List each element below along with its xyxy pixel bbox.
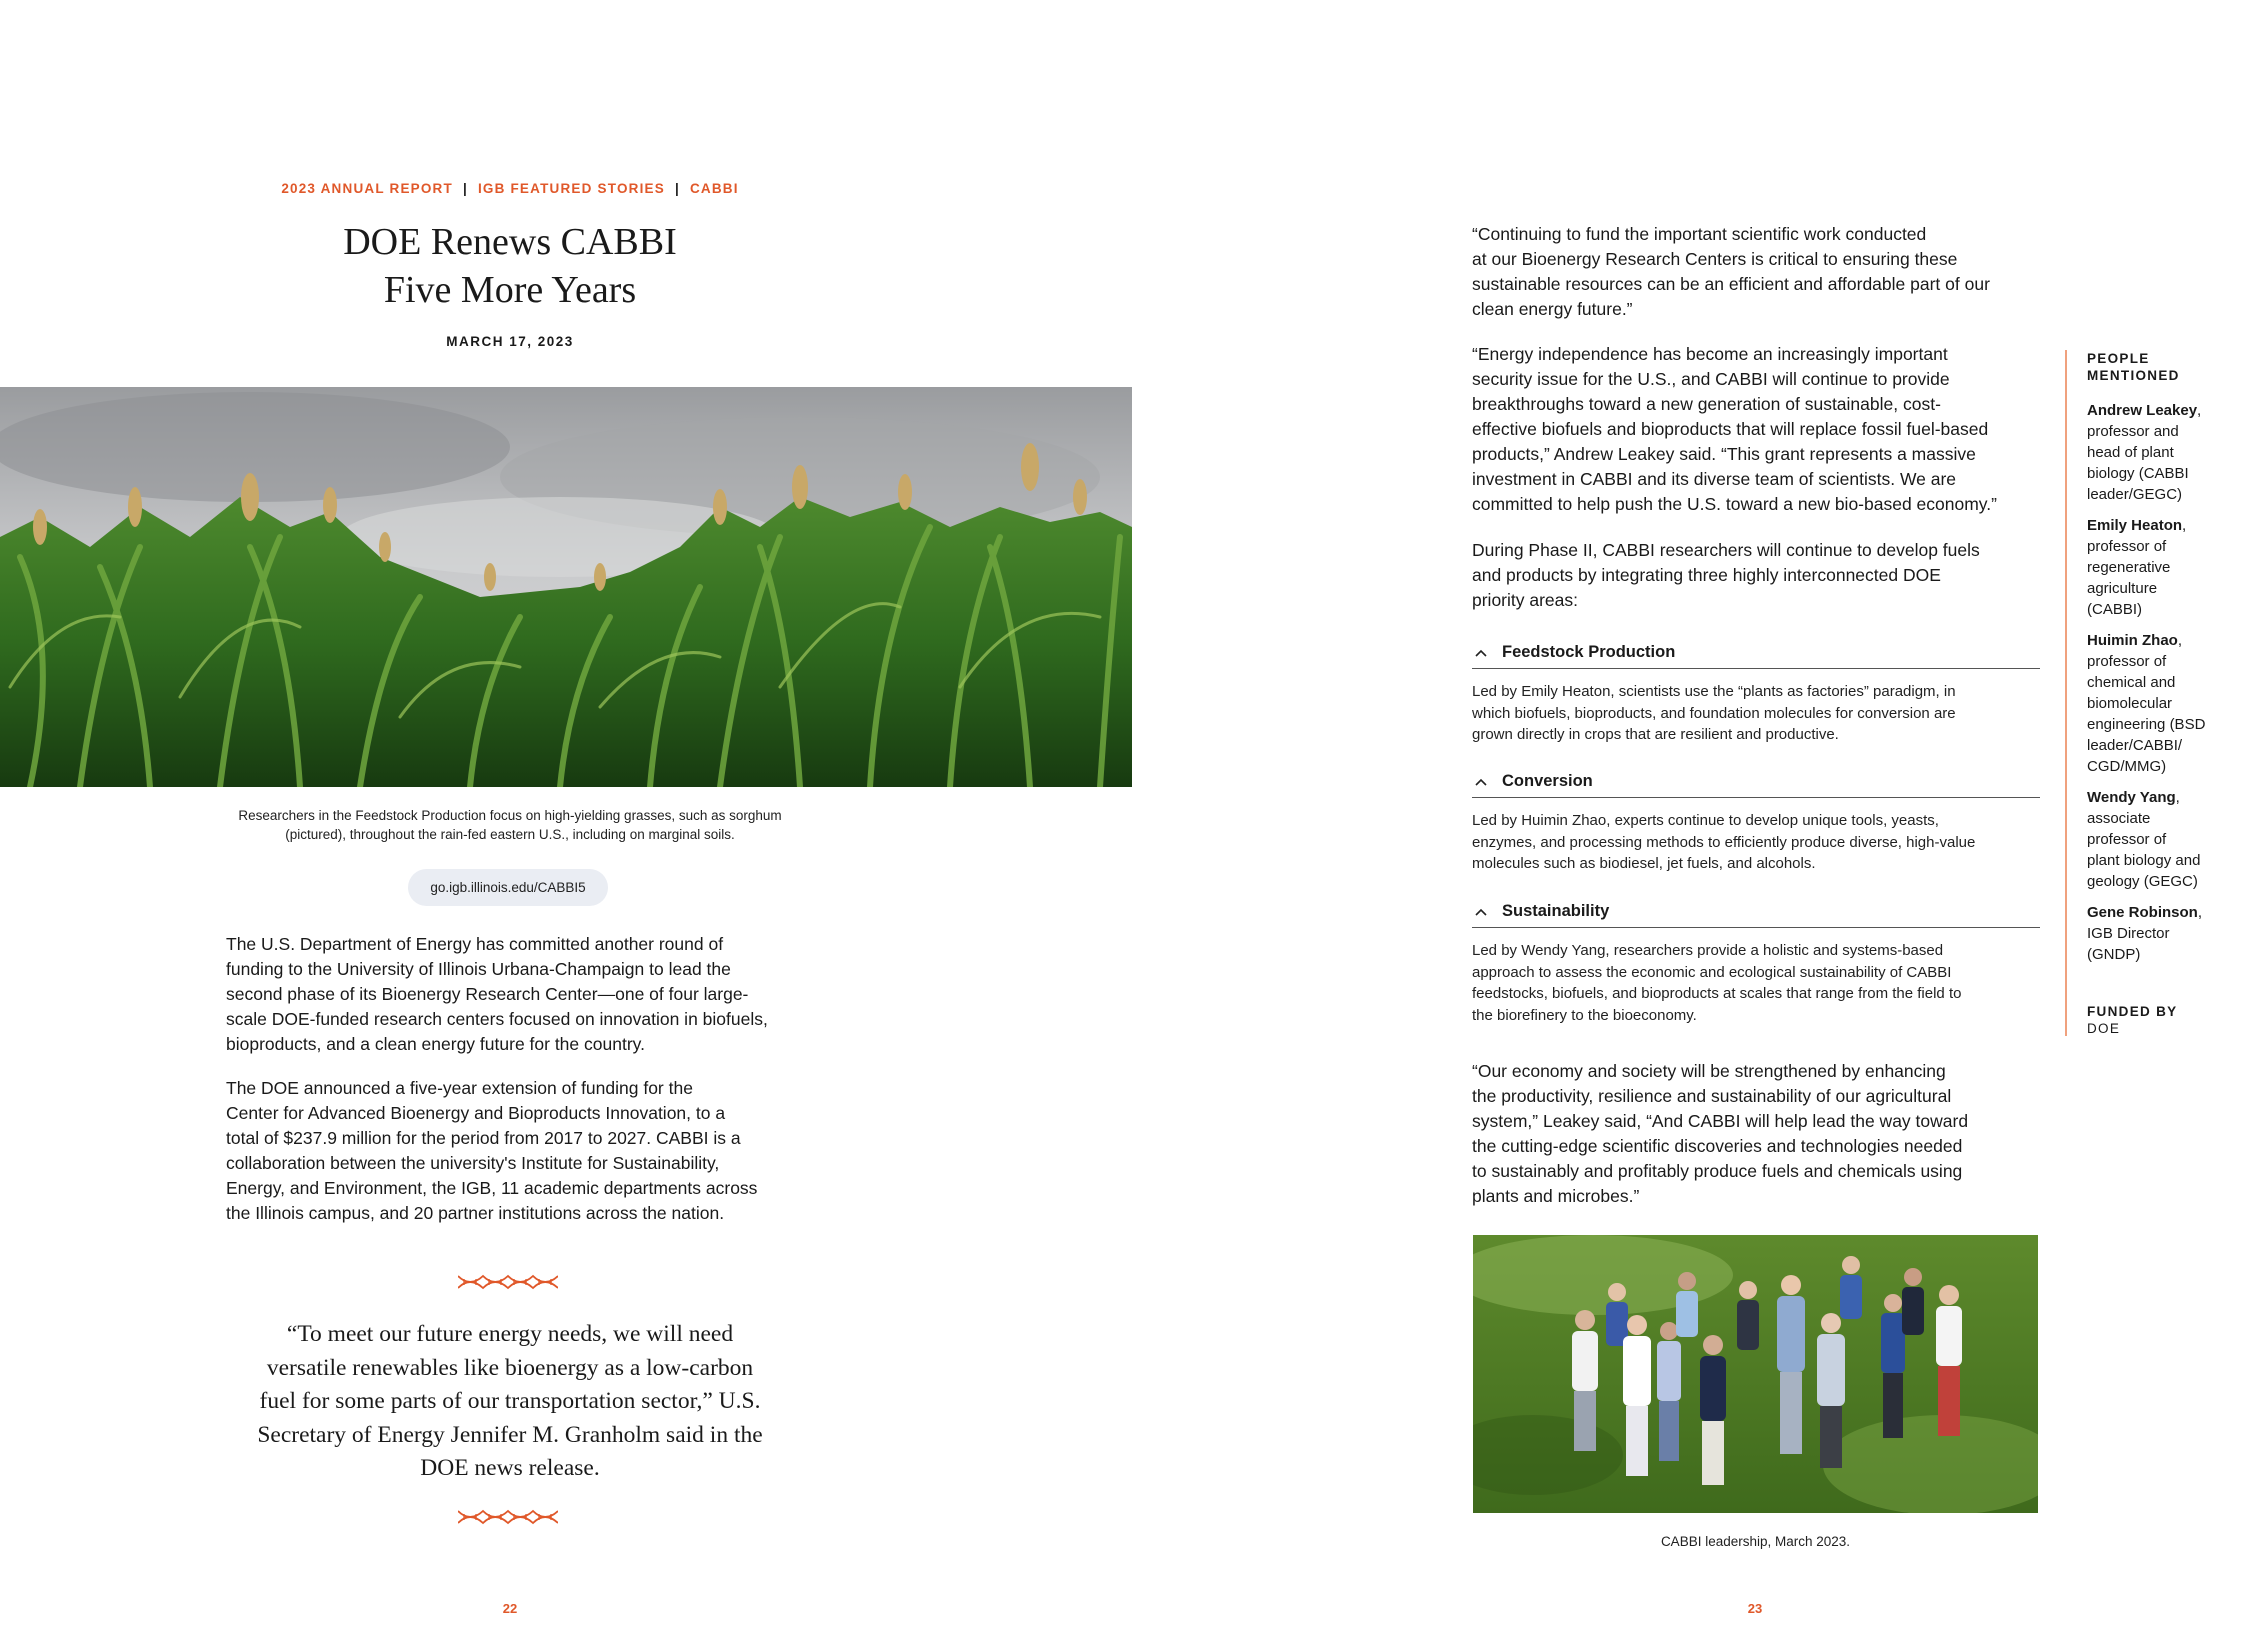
person-name[interactable]: Gene Robinson	[2087, 904, 2198, 921]
accordion-header[interactable]	[1472, 896, 2040, 928]
chevron-up-icon	[1474, 777, 1488, 787]
text-line: security issue for the U.S., and CABBI will continue to provide	[1472, 369, 1950, 389]
person-role: professor of	[2087, 831, 2167, 848]
person-role: agriculture	[2087, 580, 2158, 597]
page-number: 23	[1747, 1601, 1763, 1616]
person-role: chemical and	[2087, 674, 2176, 691]
person-role: biology (CABBI	[2087, 465, 2189, 482]
person-name[interactable]: Emily Heaton	[2087, 517, 2183, 534]
text-line: bioproducts, and a clean energy future for the country.	[226, 1034, 645, 1054]
breadcrumb-separator: |	[674, 181, 680, 196]
accordion-conversion	[1472, 766, 2040, 875]
text-line: total of $237.9 million for the period from 2017 to 2027. CABBI is a	[226, 1128, 741, 1148]
text-line: feedstocks, biofuels, and bioproducts at scales that range from the field to	[1472, 985, 1962, 1002]
text-line: the cutting-edge scientific discoveries and technologies needed	[1472, 1136, 1963, 1156]
text-line: and products by integrating three highly interconnected DOE	[1472, 565, 1941, 585]
text-line: The U.S. Department of Energy has committed another round of	[226, 934, 724, 954]
quote-line: DOE news release.	[420, 1455, 600, 1481]
text-line: Center for Advanced Bioenergy and Bioproducts Innovation, to a	[226, 1103, 726, 1123]
body-paragraph-3	[1472, 538, 2042, 613]
accordion-body	[1472, 798, 2040, 875]
breadcrumb-item[interactable]: IGB FEATURED STORIES	[477, 181, 665, 196]
text-line: “Energy independence has become an increasingly important	[1472, 344, 1948, 364]
people-heading	[2087, 350, 2230, 384]
text-line: Led by Wendy Yang, researchers provide a holistic and systems-based	[1472, 942, 1944, 959]
text-line: plants and microbes.”	[1472, 1186, 1640, 1206]
funding-block	[2087, 1003, 2230, 1037]
publish-date: MARCH 17, 2023	[446, 334, 574, 349]
text-line: the productivity, resilience and sustainability of our agricultural	[1472, 1086, 1952, 1106]
text-line: The DOE announced a five-year extension of funding for the	[226, 1078, 693, 1098]
person-role: regenerative	[2087, 559, 2171, 576]
body-paragraph-1	[1472, 222, 2042, 322]
breadcrumb-item[interactable]: 2023 ANNUAL REPORT	[281, 181, 453, 196]
accordion-title: Feedstock Production	[1502, 643, 1676, 661]
leadership-group-image	[1473, 1235, 2038, 1513]
text-line: Led by Huimin Zhao, experts continue to develop unique tools, yeasts,	[1472, 812, 1939, 829]
text-line: breakthroughs toward a new generation of sustainable, cost-	[1472, 394, 1941, 414]
text-line: system,” Leakey said, “And CABBI will help lead the way toward	[1472, 1111, 1969, 1131]
text-line: products,” Andrew Leakey said. “This grant represents a massive	[1472, 444, 1976, 464]
person-name[interactable]: Wendy Yang	[2087, 789, 2176, 806]
person-role: professor of	[2087, 538, 2167, 555]
breadcrumb-item[interactable]: CABBI	[689, 181, 739, 196]
people-sidebar	[2065, 350, 2230, 1036]
hero-caption	[230, 806, 790, 844]
page-title	[0, 218, 1020, 314]
person-role: biomolecular	[2087, 695, 2173, 712]
text-line: to sustainably and profitably produce fuels and chemicals using	[1472, 1161, 1963, 1181]
person-entry: Gene Robinson, IGB Director (GNDP)	[2087, 902, 2230, 965]
breadcrumb	[0, 181, 1020, 196]
text-line: priority areas:	[1472, 590, 1579, 610]
text-line: Energy, and Environment, the IGB, 11 academic departments across	[226, 1178, 758, 1198]
text-line: the biorefinery to the bioeconomy.	[1472, 1006, 1697, 1024]
person-role: leader/GEGC)	[2087, 486, 2183, 503]
person-role: (GNDP)	[2087, 946, 2141, 963]
title-line: Five More Years	[383, 269, 637, 311]
dna-divider-icon	[458, 1273, 558, 1291]
text-line: second phase of its Bioenergy Research Center—one of four large-	[226, 984, 749, 1004]
person-role: engineering (BSD	[2087, 716, 2206, 733]
person-role: geology (GEGC)	[2087, 873, 2198, 890]
dna-icon	[458, 1508, 558, 1526]
quote-line: versatile renewables like bioenergy as a low-carbon	[266, 1354, 754, 1381]
text-line: collaboration between the university's Institute for Sustainability,	[226, 1153, 720, 1173]
sorghum-field-image	[0, 387, 1132, 787]
body-paragraph-2	[1472, 342, 2042, 517]
text-line: “Our economy and society will be strengthened by enhancing	[1472, 1061, 1946, 1081]
funded-by-label: FUNDED BY	[2087, 1004, 2178, 1019]
accordion-body	[1472, 928, 2040, 1026]
person-name[interactable]: Andrew Leakey	[2087, 402, 2198, 419]
text-line: the Illinois campus, and 20 partner institutions across the nation.	[226, 1203, 725, 1223]
person-role: IGB Director	[2087, 925, 2170, 942]
dna-icon	[458, 1273, 558, 1291]
person-entry: Huimin Zhao, professor of chemical and biomolecular engineering (BSD leader/CABBI/ CGD/MMG)	[2087, 630, 2230, 777]
person-entry: Wendy Yang, associate professor of plant biology and geology (GEGC)	[2087, 787, 2230, 892]
person-role: plant biology and	[2087, 852, 2201, 869]
photo-caption: CABBI leadership, March 2023.	[1660, 1534, 1851, 1549]
person-role: leader/CABBI/	[2087, 737, 2183, 754]
breadcrumb-separator: |	[462, 181, 468, 196]
text-line: During Phase II, CABBI researchers will continue to develop fuels	[1472, 540, 1980, 560]
funded-by-value: DOE	[2087, 1021, 2121, 1036]
person-role: professor and	[2087, 423, 2179, 440]
dna-divider-icon	[458, 1508, 558, 1526]
accordion-title: Sustainability	[1502, 902, 1610, 920]
body-paragraph-2	[226, 1076, 796, 1226]
caption-line: (pictured), throughout the rain-fed eastern U.S., including on marginal soils.	[285, 827, 735, 842]
body-paragraph-1	[226, 932, 796, 1057]
accordion-header[interactable]	[1472, 637, 2040, 669]
text-line: clean energy future.”	[1472, 299, 1633, 319]
person-entry: Andrew Leakey, professor and head of plant biology (CABBI leader/GEGC)	[2087, 400, 2230, 505]
text-line: funding to the University of Illinois Urbana-Champaign to lead the	[226, 959, 731, 979]
text-line: at our Bioenergy Research Centers is critical to ensuring these	[1472, 249, 1958, 269]
text-line: which biofuels, bioproducts, and foundation molecules for conversion are	[1472, 704, 1956, 722]
text-line: grown directly in crops that are resilient and productive.	[1472, 726, 1839, 743]
text-line: enzymes, and processing methods to efficiently produce diverse, high-value	[1472, 833, 1976, 851]
text-line: molecules such as biodiesel, jet fuels, and alcohols.	[1472, 855, 1816, 872]
person-role: (CABBI)	[2087, 601, 2143, 618]
heading-line: PEOPLE	[2087, 351, 2150, 366]
quote-line: “To meet our future energy needs, we will need	[286, 1321, 734, 1347]
quote-line: fuel for some parts of our transportation sector,” U.S.	[259, 1388, 761, 1414]
text-line: scale DOE-funded research centers focused on innovation in biofuels,	[226, 1009, 768, 1029]
page-number: 22	[502, 1601, 518, 1616]
body-paragraph-4	[1472, 1059, 2042, 1209]
accordion-sustainability	[1472, 896, 2040, 1026]
text-line: approach to assess the economic and ecological sustainability of CABBI	[1472, 963, 1952, 981]
text-line: “Continuing to fund the important scientific work conducted	[1472, 224, 1927, 244]
story-link[interactable]: go.igb.illinois.edu/CABBI5	[408, 869, 608, 906]
accordion-title: Conversion	[1502, 772, 1593, 790]
text-line: sustainable resources can be an efficient and affordable part of our	[1472, 274, 1990, 294]
group-photo	[1473, 1235, 2038, 1513]
text-line: Led by Emily Heaton, scientists use the “plants as factories” paradigm, in	[1472, 683, 1956, 700]
title-line: DOE Renews CABBI	[343, 221, 677, 263]
text-line: effective biofuels and bioproducts that will replace fossil fuel-based	[1472, 419, 1989, 439]
accordion-feedstock-production	[1472, 637, 2040, 746]
heading-line: MENTIONED	[2087, 368, 2180, 383]
pull-quote	[210, 1318, 810, 1486]
accordion-header[interactable]	[1472, 766, 2040, 798]
sorghum-field-photo	[0, 387, 1132, 787]
text-line: committed to help push the U.S. toward a new bio-based economy.”	[1472, 494, 1997, 514]
person-name[interactable]: Huimin Zhao	[2087, 632, 2178, 649]
person-role: associate	[2087, 810, 2151, 827]
text-line: investment in CABBI and its diverse team of scientists. We are	[1472, 469, 1957, 489]
accordion-body	[1472, 669, 2040, 746]
person-role: professor of	[2087, 653, 2167, 670]
person-entry: Emily Heaton, professor of regenerative agriculture (CABBI)	[2087, 515, 2230, 620]
chevron-up-icon	[1474, 648, 1488, 658]
quote-line: Secretary of Energy Jennifer M. Granholm said in the	[257, 1421, 763, 1448]
person-role: head of plant	[2087, 444, 2174, 461]
caption-line: Researchers in the Feedstock Production focus on high-yielding grasses, such as sorghum	[238, 808, 782, 823]
person-role: CGD/MMG)	[2087, 758, 2167, 775]
chevron-up-icon	[1474, 907, 1488, 917]
